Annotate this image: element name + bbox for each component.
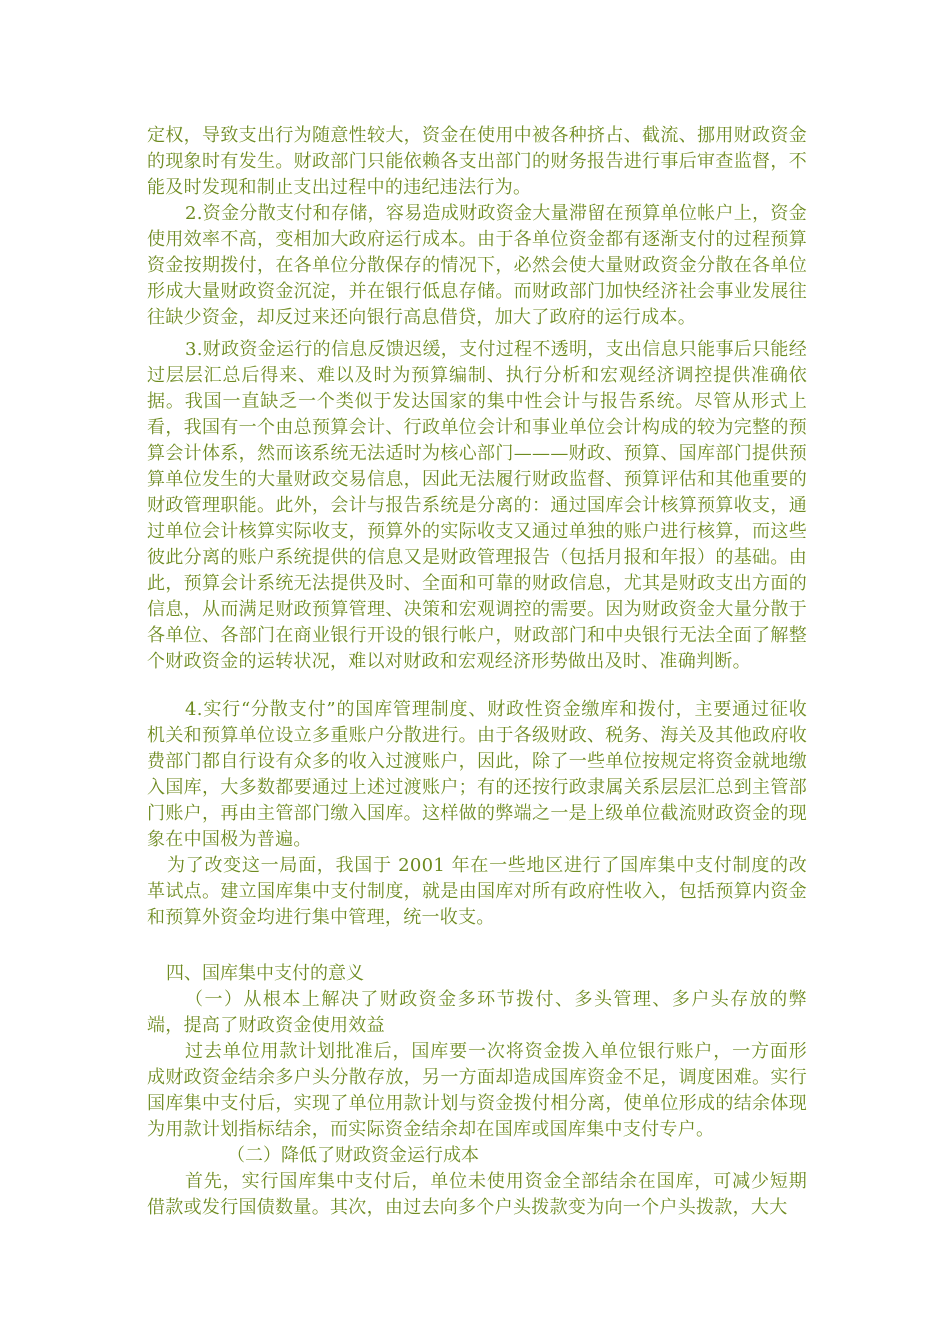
paragraph-point-3: 3.财政资金运行的信息反馈迟缓，支付过程不透明，支出信息只能事后只能经过层层汇总后得来、难以及时为预算编制、执行分析和宏观经济调控提供准确依据。我国一直缺乏一个类似于发达国家的集中性会计与报告系统。尽管从形式上看，我国有一个由总预算会计、行政单位会计和事业单位会计构成的较为完整的预算会计体系，然而该系统无法适时为核心部门———财政、预算、国库部门提供预算单位发生的大量财政交易信息，因此无法履行财政监督、预算评估和其他重要的财政管理职能。此外，会计与报告系统是分离的：通过国库会计核算预算收支，通过单位会计核算实际收支，预算外的实际收支又通过单独的账户进行核算，而这些彼此分离的账户系统提供的信息又是财政管理报告（包括月报和年报）的基础。由此，预算会计系统无法提供及时、全面和可靠的财政信息，尤其是财政支出方面的信息，从而满足财政预算管理、决策和宏观调控的需要。因为财政资金大量分散于各单位、各部门在商业银行开设的银行帐户，财政部门和中央银行无法全面了解整个财政资金的运转状况，难以对财政和宏观经济形势做出及时、准确判断。 <box>147 339 807 672</box>
paragraph-point-2: 2.资金分散支付和存储，容易造成财政资金大量滞留在预算单位帐户上，资金使用效率不高，变相加大政府运行成本。由于各单位资金都有逐渐支付的过程预算资金按期拨付，在各单位分散保存的情况下，必然会使大量财政资金分散在各单位形成大量财政资金沉淀，并在银行低息存储。而财政部门加快经济社会事业发展往往缺少资金，却反过来还向银行高息借贷，加大了政府的运行成本。 <box>147 203 807 328</box>
paragraph-subsection-2: 首先，实行国库集中支付后，单位未使用资金全部结余在国库，可减少短期借款或发行国债数量。其次，由过去向多个户头拨款变为向一个户头拨款，大大 <box>147 1171 807 1218</box>
paragraph-reform-pilot: 为了改变这一局面，我国于 2001 年在一些地区进行了国库集中支付制度的改革试点。建立国库集中支付制度，就是由国库对所有政府性收入，包括预算内资金和预算外资金均进行集中管理，统一收支。 <box>147 855 807 928</box>
section-heading-4: 四、国库集中支付的意义 <box>166 963 364 984</box>
subsection-heading-2: （二）降低了财政资金运行成本 <box>227 1145 479 1166</box>
paragraph-subsection-1: 过去单位用款计划批准后，国库要一次将资金拨入单位银行账户，一方面形成财政资金结余多户头分散存放，另一方面却造成国库资金不足，调度困难。实行国库集中支付后，实现了单位用款计划与资金拨付相分离，使单位形成的结余体现为用款计划指标结余，而实际资金结余却在国库或国库集中支付专户。 <box>147 1041 807 1140</box>
paragraph-intro-continued: 定权，导致支出行为随意性较大，资金在使用中被各种挤占、截流、挪用财政资金的现象时有发生。财政部门只能依赖各支出部门的财务报告进行事后审查监督，不能及时发现和制止支出过程中的违纪违法行为。 <box>147 125 807 198</box>
paragraph-point-4: 4.实行“分散支付”的国库管理制度、财政性资金缴库和拨付，主要通过征收机关和预算单位设立多重账户分散进行。由于各级财政、税务、海关及其他政府收费部门都自行设有众多的收入过渡账户，因此，除了一些单位按规定将资金就地缴入国库，大多数都要通过上述过渡账户；有的还按行政隶属关系层层汇总到主管部门账户，再由主管部门缴入国库。这样做的弊端之一是上级单位截流财政资金的现象在中国极为普遍。 <box>147 699 807 850</box>
subsection-heading-1: （一）从根本上解决了财政资金多环节拨付、多头管理、多户头存放的弊端，提高了财政资金使用效益 <box>147 989 807 1036</box>
